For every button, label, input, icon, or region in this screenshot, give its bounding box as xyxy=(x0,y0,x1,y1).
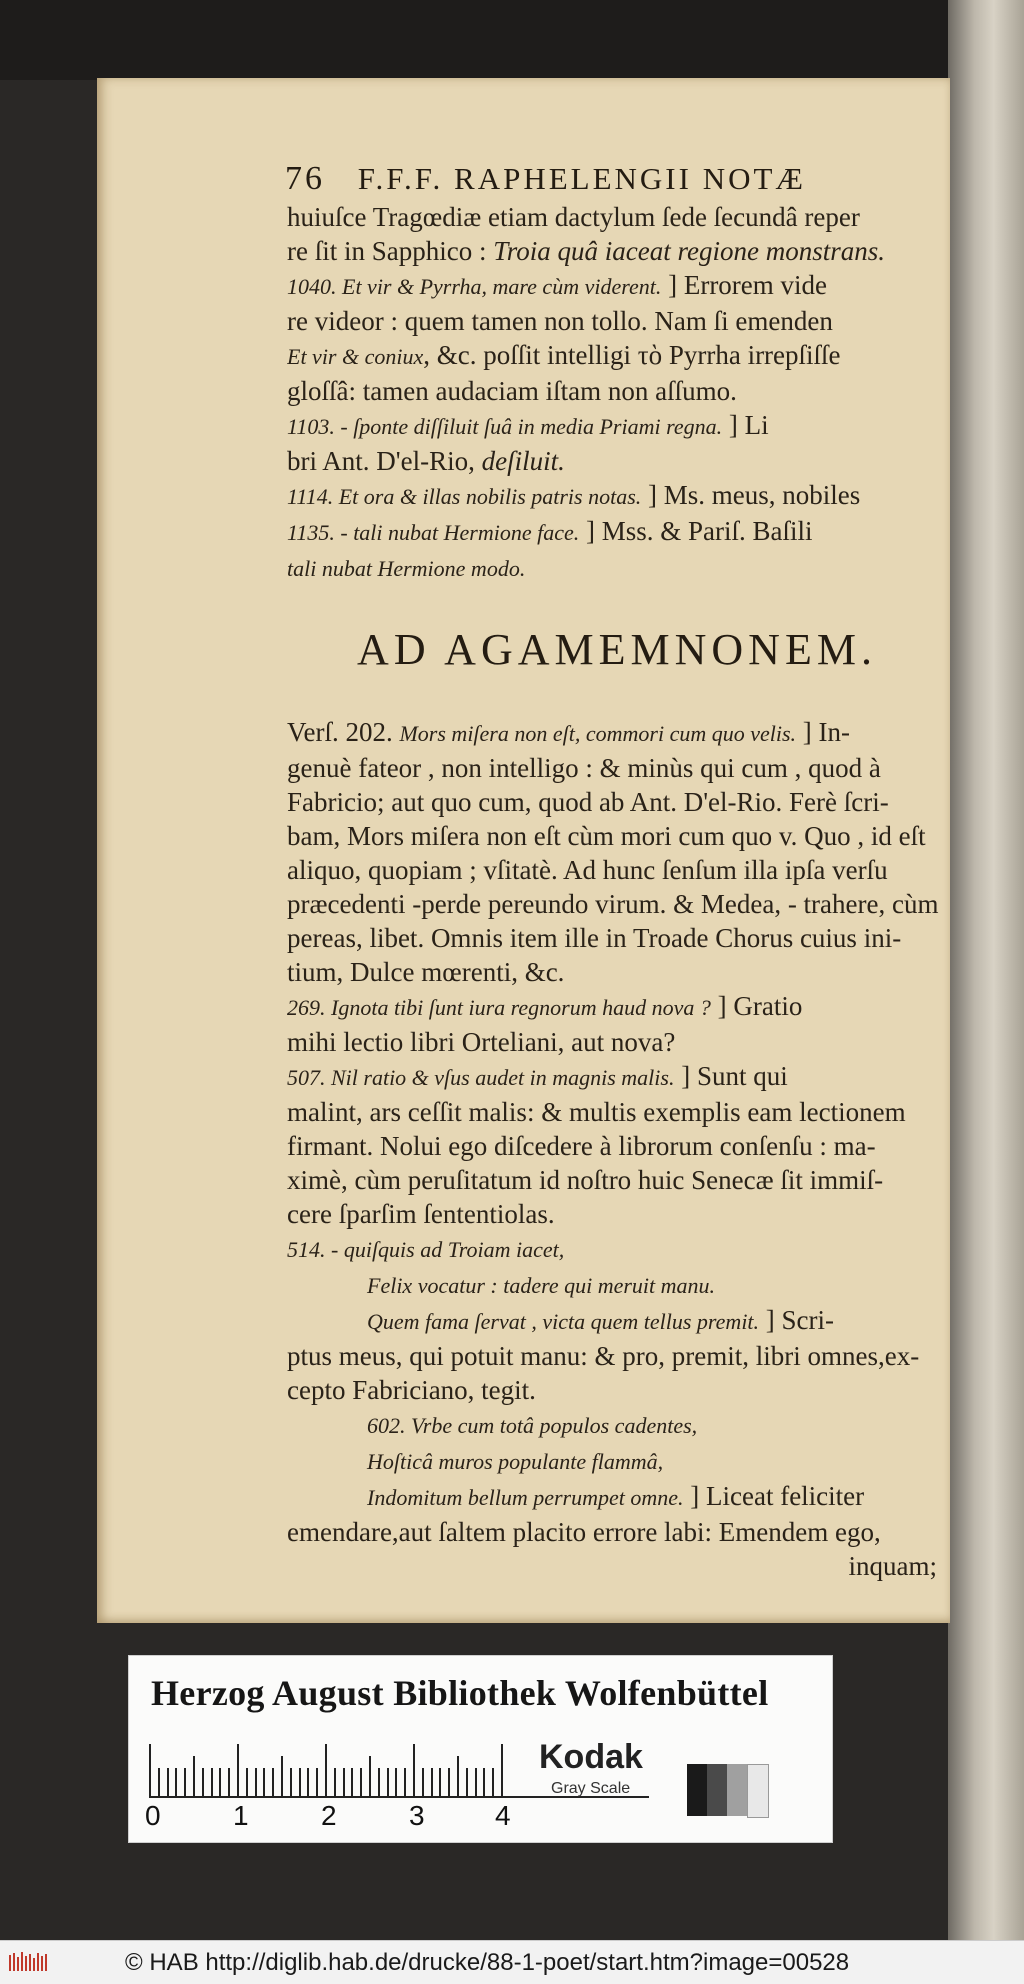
line-text: præcedenti -perde pereundo virum. & Medea, - trahere, cùm xyxy=(287,889,939,919)
ruler-tick xyxy=(501,1744,503,1796)
line-lemma: 1114. Et ora & illas nobilis patris notas. xyxy=(287,484,642,509)
text-line xyxy=(287,1059,947,1095)
ruler-tick xyxy=(492,1768,494,1796)
ruler-number-3: 3 xyxy=(409,1800,425,1831)
ruler-tick xyxy=(422,1768,424,1796)
line-text: emendare,aut ſaltem placito errore labi: Emendem ego, xyxy=(287,1517,881,1547)
text-line xyxy=(287,1095,947,1129)
line-text: ] Errorem vide xyxy=(661,270,828,300)
ruler-tick xyxy=(413,1744,415,1796)
text-line xyxy=(287,853,947,887)
text-line xyxy=(287,955,947,989)
gray-swatch-darkmid xyxy=(707,1764,727,1816)
ruler-tick xyxy=(360,1768,362,1796)
text-line xyxy=(287,268,947,304)
line-text: genuè fateor , non intelligo : & minùs qui cum , quod à xyxy=(287,753,881,783)
line-text: cere ſparſim ſententiolas. xyxy=(287,1199,555,1229)
line-italic: Troia quâ iaceat regione monstrans. xyxy=(493,236,885,266)
line-lemma: 514. - quiſquis ad Troiam iacet, xyxy=(287,1237,565,1262)
ruler-tick xyxy=(237,1744,239,1796)
text-line xyxy=(287,819,947,853)
text-line xyxy=(287,1407,947,1443)
ruler-number-1: 1 xyxy=(233,1800,249,1831)
text-line xyxy=(287,887,947,921)
line-text: ] Ms. meus, nobiles xyxy=(641,480,861,510)
ruler-tick xyxy=(404,1768,406,1796)
text-line xyxy=(287,338,947,374)
footer-bar xyxy=(0,1940,1024,1984)
text-line xyxy=(287,478,947,514)
adjacent-page-edge xyxy=(948,0,1024,1940)
text-line xyxy=(287,989,947,1025)
text-line xyxy=(287,1303,947,1339)
line-text: ] Li xyxy=(722,410,769,440)
ruler-tick xyxy=(149,1744,151,1796)
book-page xyxy=(97,78,950,1623)
ruler-tick xyxy=(263,1768,265,1796)
ruler-tick xyxy=(272,1768,274,1796)
text-line xyxy=(287,1549,947,1583)
line-lemma: 269. Ignota tibi ſunt iura regnorum haud nova ? xyxy=(287,995,711,1020)
line-text: re videor : quem tamen non tollo. Nam ſi emenden xyxy=(287,306,833,336)
ruler-tick xyxy=(448,1768,450,1796)
ruler-number-2: 2 xyxy=(321,1800,337,1831)
line-text: inquam; xyxy=(848,1551,937,1581)
text-line xyxy=(287,234,947,268)
line-lemma: 602. Vrbe cum totâ populos cadentes, xyxy=(367,1413,698,1438)
ruler-number-0: 0 xyxy=(145,1800,161,1831)
text-line xyxy=(287,374,947,408)
ruler-tick xyxy=(439,1768,441,1796)
ruler-tick xyxy=(255,1768,257,1796)
ruler-tick xyxy=(466,1768,468,1796)
line-text: ] Sunt qui xyxy=(674,1061,788,1091)
ruler-tick xyxy=(369,1756,371,1796)
gray-scale-label: Gray Scale xyxy=(551,1780,631,1797)
text-line xyxy=(287,785,947,819)
line-text: re ſit in Sapphico : xyxy=(287,236,494,266)
ruler-tick xyxy=(475,1768,477,1796)
footer-copyright-link[interactable]: © HAB http://diglib.hab.de/drucke/88-1-poet/start.htm?image=00528 xyxy=(125,1949,850,1976)
text-line xyxy=(287,408,947,444)
text-line xyxy=(287,1267,947,1303)
line-text: cepto Fabriciano, tegit. xyxy=(287,1375,536,1405)
ruler-number-4: 4 xyxy=(495,1800,511,1831)
line-lemma: Et vir & coniux xyxy=(287,344,424,369)
ruler-tick xyxy=(387,1768,389,1796)
ruler-tick xyxy=(219,1768,221,1796)
text-line xyxy=(287,1197,947,1231)
ruler-tick xyxy=(483,1768,485,1796)
line-text: mihi lectio libri Orteliani, aut nova? xyxy=(287,1027,676,1057)
line-text: ] Mss. & Pariſ. Baſili xyxy=(579,516,813,546)
text-line xyxy=(287,550,947,586)
scan-background-top xyxy=(0,0,1024,80)
line-text: Fabricio; aut quo cum, quod ab Ant. D'el-Rio. Ferè ſcri- xyxy=(287,787,889,817)
text-line xyxy=(287,1339,947,1373)
ruler-tick xyxy=(395,1768,397,1796)
ruler-tick xyxy=(457,1756,459,1796)
page-number: 76 xyxy=(285,160,325,197)
text-line xyxy=(287,304,947,338)
text-line xyxy=(287,1231,947,1267)
line-lemma: 1040. Et vir & Pyrrha, mare cùm viderent. xyxy=(287,274,662,299)
line-text: ] Gratio xyxy=(710,991,803,1021)
ruler-tick xyxy=(343,1768,345,1796)
ruler-tick xyxy=(184,1768,186,1796)
running-head-title: F.F.F. RAPHELENGII NOTÆ xyxy=(357,161,806,196)
line-text: huiuſce Tragœdiæ etiam dactylum ſede ſecundâ reper xyxy=(287,202,860,232)
ruler-tick xyxy=(378,1768,380,1796)
text-line xyxy=(287,1515,947,1549)
line-lemma: tali nubat Hermione modo. xyxy=(287,556,526,581)
ruler-tick xyxy=(175,1768,177,1796)
line-text: ] Scri- xyxy=(759,1305,835,1335)
text-line xyxy=(287,200,947,234)
gray-swatch-dark xyxy=(687,1764,707,1816)
ruler-tick xyxy=(334,1768,336,1796)
ruler-tick xyxy=(325,1744,327,1796)
line-text: ] In- xyxy=(796,717,851,747)
ruler-tick xyxy=(316,1768,318,1796)
line-lemma: 1135. - tali nubat Hermione face. xyxy=(287,520,580,545)
line-text: firmant. Nolui ego diſcedere à librorum conſenſu : ma- xyxy=(287,1131,876,1161)
ruler-tick xyxy=(167,1768,169,1796)
ruler-tick xyxy=(281,1756,283,1796)
text-line xyxy=(287,1373,947,1407)
section-title: AD AGAMEMNONEM. xyxy=(357,625,877,674)
line-lemma: 507. Nil ratio & vſus audet in magnis malis. xyxy=(287,1065,675,1090)
ruler-tick xyxy=(228,1768,230,1796)
line-text: bri Ant. D'el-Rio, xyxy=(287,446,482,476)
line-text: ptus meus, qui potuit manu: & pro, premit, libri omnes,ex- xyxy=(287,1341,920,1371)
line-text: malint, ars ceſſit malis: & multis exemplis eam lectionem xyxy=(287,1097,906,1127)
hab-barcode-icon xyxy=(8,1951,50,1973)
line-lemma: Indomitum bellum perrumpet omne. xyxy=(367,1485,684,1510)
line-lemma: Quem fama ſervat , victa quem tellus premit. xyxy=(367,1309,760,1334)
ruler-tick xyxy=(202,1768,204,1796)
kodak-logo-text: Kodak xyxy=(539,1738,643,1776)
page-text-block xyxy=(287,160,947,1583)
line-text: ximè, cùm peruſitatum id noſtro huic Senecæ ſit immiſ- xyxy=(287,1165,884,1195)
ruler-tick xyxy=(246,1768,248,1796)
text-line xyxy=(287,514,947,550)
ruler-tick xyxy=(431,1768,433,1796)
line-italic: deſiluit. xyxy=(481,446,565,476)
ruler-tick xyxy=(193,1756,195,1796)
line-lemma: Mors miſera non eſt, commori cum quo velis. xyxy=(399,721,797,746)
gray-swatch-light xyxy=(747,1764,769,1818)
text-line xyxy=(287,1025,947,1059)
text-line xyxy=(287,444,947,478)
line-text: ] Liceat feliciter xyxy=(683,1481,865,1511)
text-line xyxy=(287,715,947,751)
ruler-tick xyxy=(290,1768,292,1796)
ruler-tick xyxy=(351,1768,353,1796)
text-line xyxy=(287,1163,947,1197)
gray-swatch-mid xyxy=(727,1764,747,1816)
text-line xyxy=(287,1129,947,1163)
text-line xyxy=(287,1443,947,1479)
notes-bottom xyxy=(287,715,947,1583)
line-text: , &c. poſſit intelligi τὸ Pyrrha irrepſiſſe xyxy=(423,340,841,370)
text-line xyxy=(287,751,947,785)
running-head xyxy=(285,160,947,198)
notes-top xyxy=(287,200,947,586)
library-name: Herzog August Bibliothek Wolfenbüttel xyxy=(151,1673,769,1713)
line-text: bam, Mors miſera non eſt cùm mori cum quo v. Quo , id eſt xyxy=(287,821,926,851)
line-lemma: Felix vocatur : tadere qui meruit manu. xyxy=(367,1273,716,1298)
line-lemma: Hoſticâ muros populante flammâ, xyxy=(367,1449,664,1474)
ruler-tick xyxy=(158,1768,160,1796)
ruler-tick xyxy=(299,1768,301,1796)
line-text: pereas, libet. Omnis item ille in Troade Chorus cuius ini- xyxy=(287,923,902,953)
line-text: aliquo, quopiam ; vſitatè. Ad hunc ſenſum illa ipſa verſu xyxy=(287,855,888,885)
ruler-tick xyxy=(307,1768,309,1796)
text-line xyxy=(287,1479,947,1515)
line-text: tium, Dulce mœrenti, &c. xyxy=(287,957,565,987)
line-text: gloſſâ: tamen audaciam iſtam non aſſumo. xyxy=(287,376,737,406)
line-lemma: 1103. - ſponte diſſiluit ſuâ in media Priami regna. xyxy=(287,414,723,439)
text-line xyxy=(287,921,947,955)
line-lead-plain: Verſ. 202. xyxy=(287,717,400,747)
ruler-tick xyxy=(211,1768,213,1796)
library-color-card xyxy=(128,1655,833,1843)
